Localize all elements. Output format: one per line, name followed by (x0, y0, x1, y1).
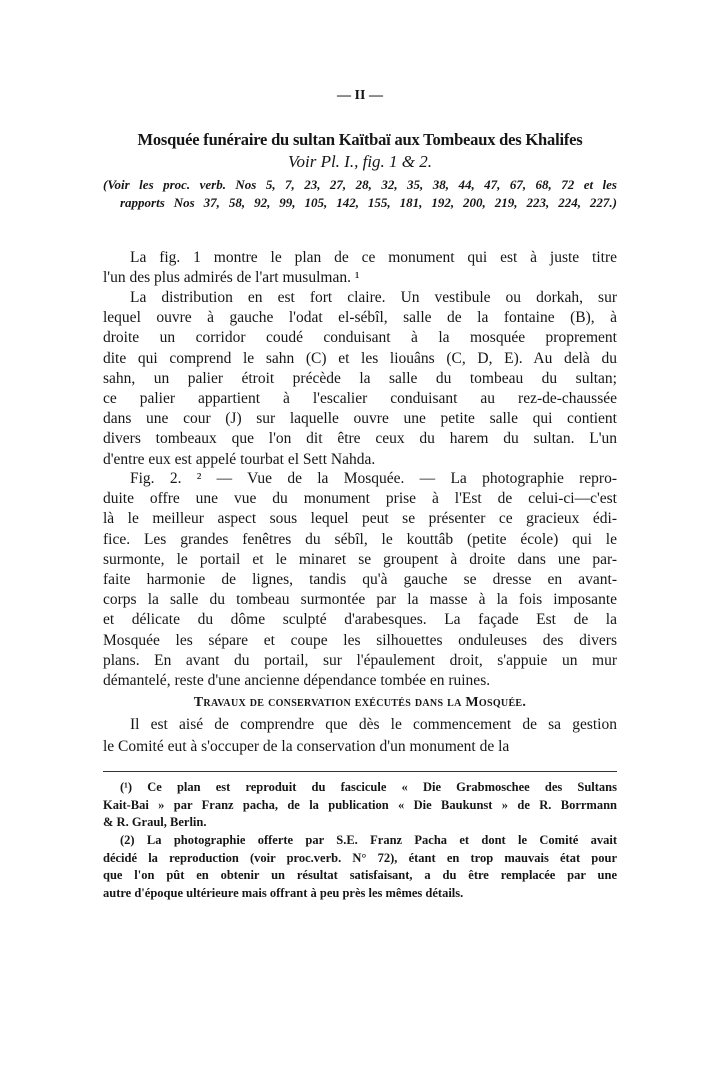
paragraph-line: La fig. 1 montre le plan de ce monument qui est à juste titre (130, 249, 617, 266)
footnote-line: Kait-Bai » par Franz pacha, de la publication « Die Baukunst » de R. Borrmann (103, 797, 617, 812)
footnote-line: (2) La photographie offerte par S.E. Franz Pacha et dont le Comité avait (120, 833, 617, 847)
paragraph-line: d'entre eux est appelé tourbat el Sett Nahda. (103, 450, 376, 468)
footnote-separator (103, 771, 617, 772)
paragraph-line: La distribution en est fort claire. Un vestibule ou dorkah, sur (130, 289, 617, 306)
paragraph-line: et délicate du dôme sculpté d'arabesques. La façade Est de la (103, 611, 617, 629)
footnote-line: décidé la reproduction (voir proc.verb. N° 72), étant en trop mauvais état pour (103, 850, 617, 865)
paragraph-line: le Comité eut à s'occuper de la conservation d'un monument de la (103, 738, 510, 755)
paragraph-line: ce palier appartient à l'escalier conduisant au rez-de-chaussée (103, 390, 617, 407)
paragraph-line: là le meilleur aspect sous lequel peut se présenter ce gracieux édi- (103, 510, 617, 528)
article-title: Mosquée funéraire du sultan Kaïtbaï aux Tombeaux des Khalifes (137, 130, 583, 149)
paragraph-line: Mosquée les sépare et coupe les silhouettes onduleuses des divers (103, 631, 617, 649)
paragraph-line: divers tombeaux que l'on dit être ceux du harem du sultan. L'un (103, 430, 617, 448)
paragraph-line: surmonte, le portail et le minaret se groupent à droite dans une par- (103, 550, 617, 568)
paragraph-line: Fig. 2. ² — Vue de la Mosquée. — La photographie repro- (130, 470, 617, 487)
footnote-line: autre d'époque ultérieure mais offrant à peu près les mêmes détails. (103, 885, 464, 900)
paragraph-line: faite harmonie de lignes, tandis qu'à gauche se dresse en avant- (103, 571, 617, 588)
paragraph-line: l'un des plus admirés de l'art musulman. ¹ (103, 269, 360, 287)
references-line: rapports Nos 37, 58, 92, 99, 105, 142, 155, 181, 192, 200, 219, 223, 224, 227.) (120, 195, 617, 210)
paragraph-line: Il est aisé de comprendre que dès le commencement de sa gestion (130, 716, 617, 733)
page-number: — II — (337, 88, 383, 103)
paragraph-line: dans une cour (J) sur laquelle ouvre une petite salle qui contient (103, 410, 617, 428)
paragraph-line: plans. En avant du portail, sur l'épaulement droit, s'appuie un mur (103, 651, 617, 669)
paragraph-line: lequel ouvre à gauche l'odat el-sébîl, salle de la fontaine (B), à (103, 309, 617, 327)
references-line: (Voir les proc. verb. Nos 5, 7, 23, 27, 28, 32, 35, 38, 44, 47, 67, 68, 72 et les (103, 177, 617, 192)
footnote-line: (¹) Ce plan est reproduit du fascicule « Die Grabmoschee des Sultans (120, 780, 617, 794)
paragraph-line: sahn, un palier étroit précède la salle du tombeau du sultan; (103, 369, 617, 387)
footnote-line: que l'on pût en obtenir un résultat satisfaisant, a du être remplacée par une (103, 868, 617, 882)
paragraph-line: droite un corridor coudé conduisant à la mosquée proprement (103, 329, 617, 347)
paragraph-line: démantelé, reste d'une ancienne dépendance tombée en ruines. (103, 672, 491, 689)
footnote-line: & R. Graul, Berlin. (103, 815, 207, 829)
paragraph-line: fice. Les grandes fenêtres du sébîl, le kouttâb (petite école) qui le (103, 530, 617, 548)
paragraph-line: dite qui comprend le sahn (C) et les liouâns (C, D, E). Au delà du (103, 349, 617, 367)
paragraph-line: corps la salle du tombeau surmontée par la masse à la fois imposante (103, 591, 617, 609)
paragraph-line: duite offre une vue du monument prise à l'Est de celui-ci—c'est (103, 490, 617, 508)
section-heading: Travaux de conservation exécutés dans la Mosquée. (193, 695, 527, 710)
plate-reference: Voir Pl. I., fig. 1 & 2. (287, 152, 433, 171)
